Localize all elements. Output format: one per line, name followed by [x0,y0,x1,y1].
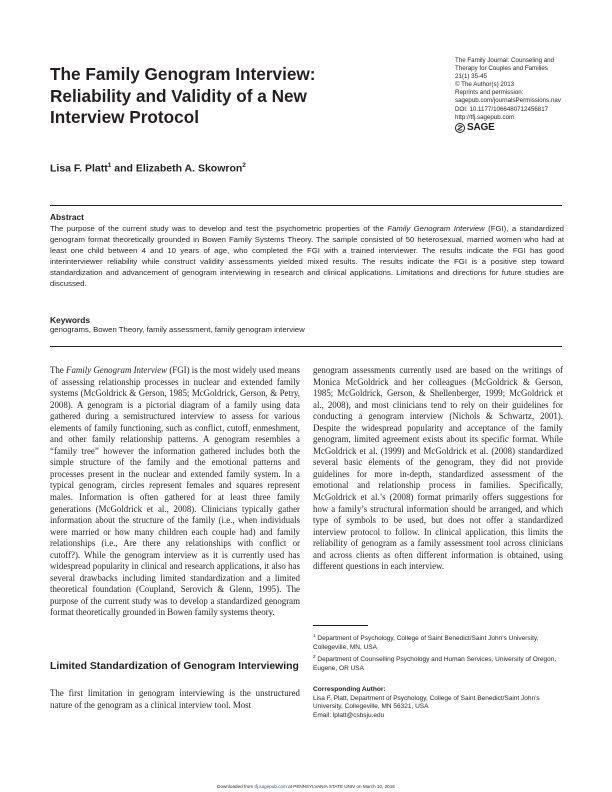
affiliation-item [313,653,565,673]
journal-url[interactable]: http://tfj.sagepub.com [455,113,515,121]
corresponding-line1: Lisa F. Platt, Department of Psychology, College of Saint Benedict/Saint John’s [313,695,540,702]
affiliation-item [313,632,565,652]
article-title: The Family Genogram Interview: Reliability and Validity of a New Interview Protocol [50,64,316,127]
intro-paragraph-right: genogram assessments currently used are based on the writings of Monica McGoldrick and her colleagues (McGoldrick & Gerson, 1985; McGoldrick, Gerson, & Shellenberger, 1999; McGoldrick et al., 2008), and most clinicians tend to rely on their guidelines for conducting a genogram interview (Nichols & Schwartz, 2001). Despite the widespread popularity and acceptance of the family genogram, limited agreement exists about its specific format. While McGoldrick et al. (1999) and McGoldrick et al. (2008) standardized several basic elements of the genogram, they did not provide guidelines for more in-depth, standardized assessment of the emotional and relationship process in families. Specifically, McGoldrick et al.’s (2008) format primarily offers suggestions for how a family’s structural information should be arranged, and which type of symbols to be used, but does not offer a standardized interview protocol to follow. In clinical application, this limits the reliability of genogram as a family assessment tool across clinicians and across clients as often different information is obtained, using different questions in each interview. [313,365,563,572]
sage-logo-text: SAGE [467,121,495,133]
author-affil-mark: 1 [107,162,112,169]
affiliation-number: 1 [313,633,316,638]
footer-link[interactable]: tfj.sagepub.com [254,784,287,789]
intro-prefix: The [50,365,67,375]
corresponding-author-details [313,695,563,720]
affiliation-number: 2 [313,653,316,659]
keywords-heading: Keywords [50,315,91,325]
abstract-text-part2: (FGI), a standardized genogram format theoretically grounded in Bowen Family Systems Theory. The sample consisted of 50 heterosexual, married women who had at least one child between 4 and 10 years of age, who completed the FGI with a trained interviewer. The results indicate the FGI has good interinterviewer reliability while construct validity assessments yielded mixed results. The results indicate the FGI is a positive step toward standardization and advancement of genogram interviewing in research and clinical applications. Limitations and directions for future studies are discussed. [50,224,564,288]
abstract-text-part1: The purpose of the current study was to develop and test the psychometric properties of the [50,224,388,233]
footer-prefix: Downloaded from [217,784,255,789]
sage-emblem-icon [455,123,465,133]
author-affil-mark: 2 [242,162,246,169]
corresponding-line2: University, Collegeville, MN 56321, USA [313,703,429,711]
journal-name-line2: Therapy for Couples and Families [455,65,548,73]
keywords-bottom-rule [50,346,562,347]
corresponding-email[interactable]: Email: lplatt@csbsju.edu [313,711,385,719]
author-name: Lisa F. Platt [50,162,108,175]
sage-logo [455,123,595,133]
reprints-label: Reprints and permission: [455,89,524,97]
journal-info-block [455,57,595,133]
author-separator: and [111,162,136,175]
section-paragraph: The first limitation in genogram interviewing is the unstructured nature of the genogram as a clinical interview tool. Most [50,688,300,710]
abstract-text [50,223,564,289]
intro-paragraph-left [50,365,300,619]
journal-name-line1: The Family Journal: Counseling and [455,57,555,64]
author-list [50,162,246,175]
footer-suffix: at PENNSYLVANIA STATE UNIV on March 10, 2016 [286,784,395,789]
abstract-top-rule [50,205,562,206]
affiliation-text: Department of Psychology, College of Saint Benedict/Saint John’s University, Collegeville, MN, USA [313,635,539,651]
copyright: © The Author(s) 2013 [455,81,515,89]
corresponding-author-heading: Corresponding Author: [313,686,386,693]
download-footer [0,784,612,789]
abstract-text-italic: Family Genogram Interview [387,224,485,233]
keywords-text: genograms, Bowen Theory, family assessment, family genogram interview [50,325,305,334]
author-name: Elizabeth A. Skowron [135,162,243,175]
affiliation-text: Department of Counselling Psychology and Human Services, University of Oregon, Eugene, OR USA [313,656,557,672]
intro-left-text: (FGI) is the most widely used means of assessing relationship processes in nuclear and extended family systems (McGoldrick & Gerson, 1985; McGoldrick, Gerson, & Petry, 2008). A genogram is a pictorial diagram of a family using data gathered during a semistructured interview to assess for various elements of family functioning, such as conflict, cutoff, enmeshment, and other family relationship patterns. A genogram resembles a “family tree” however the information gathered includes both the simple structure of the family and the emotional patterns and processes present in the nuclear and extended family system. In a typical genogram, circles represent females and squares represent males. Information is often gathered for at least three family generations (McGoldrick et al., 2008). Clinicians typically gather information about the structure of the family (i.e., when individuals were married or how many children each couple had) and family relationships (i.e., Are there any relationships with conflict or cutoff?). While the genogram interview as it is currently used has widespread popularity in clinical and research applications, it also has several drawbacks including limited standardization and a limited theoretical foundation (Coupland, Serovich & Glenn, 1995). The purpose of the current study was to develop a standardized genogram format theoretically grounded in Bowen family systems theory. [50,365,300,618]
affiliations-block [313,632,565,674]
doi[interactable]: DOI: 10.1177/1066480712456817 [455,105,549,113]
intro-italic-term: Family Genogram Interview [66,365,168,375]
journal-volume: 21(1) 35-45 [455,73,487,81]
section-heading: Limited Standardization of Genogram Interviewing [50,661,299,672]
footnote-rule [313,625,368,626]
reprints-url[interactable]: sagepub.com/journalsPermissions.nav [455,97,561,105]
abstract-heading: Abstract [50,212,84,222]
